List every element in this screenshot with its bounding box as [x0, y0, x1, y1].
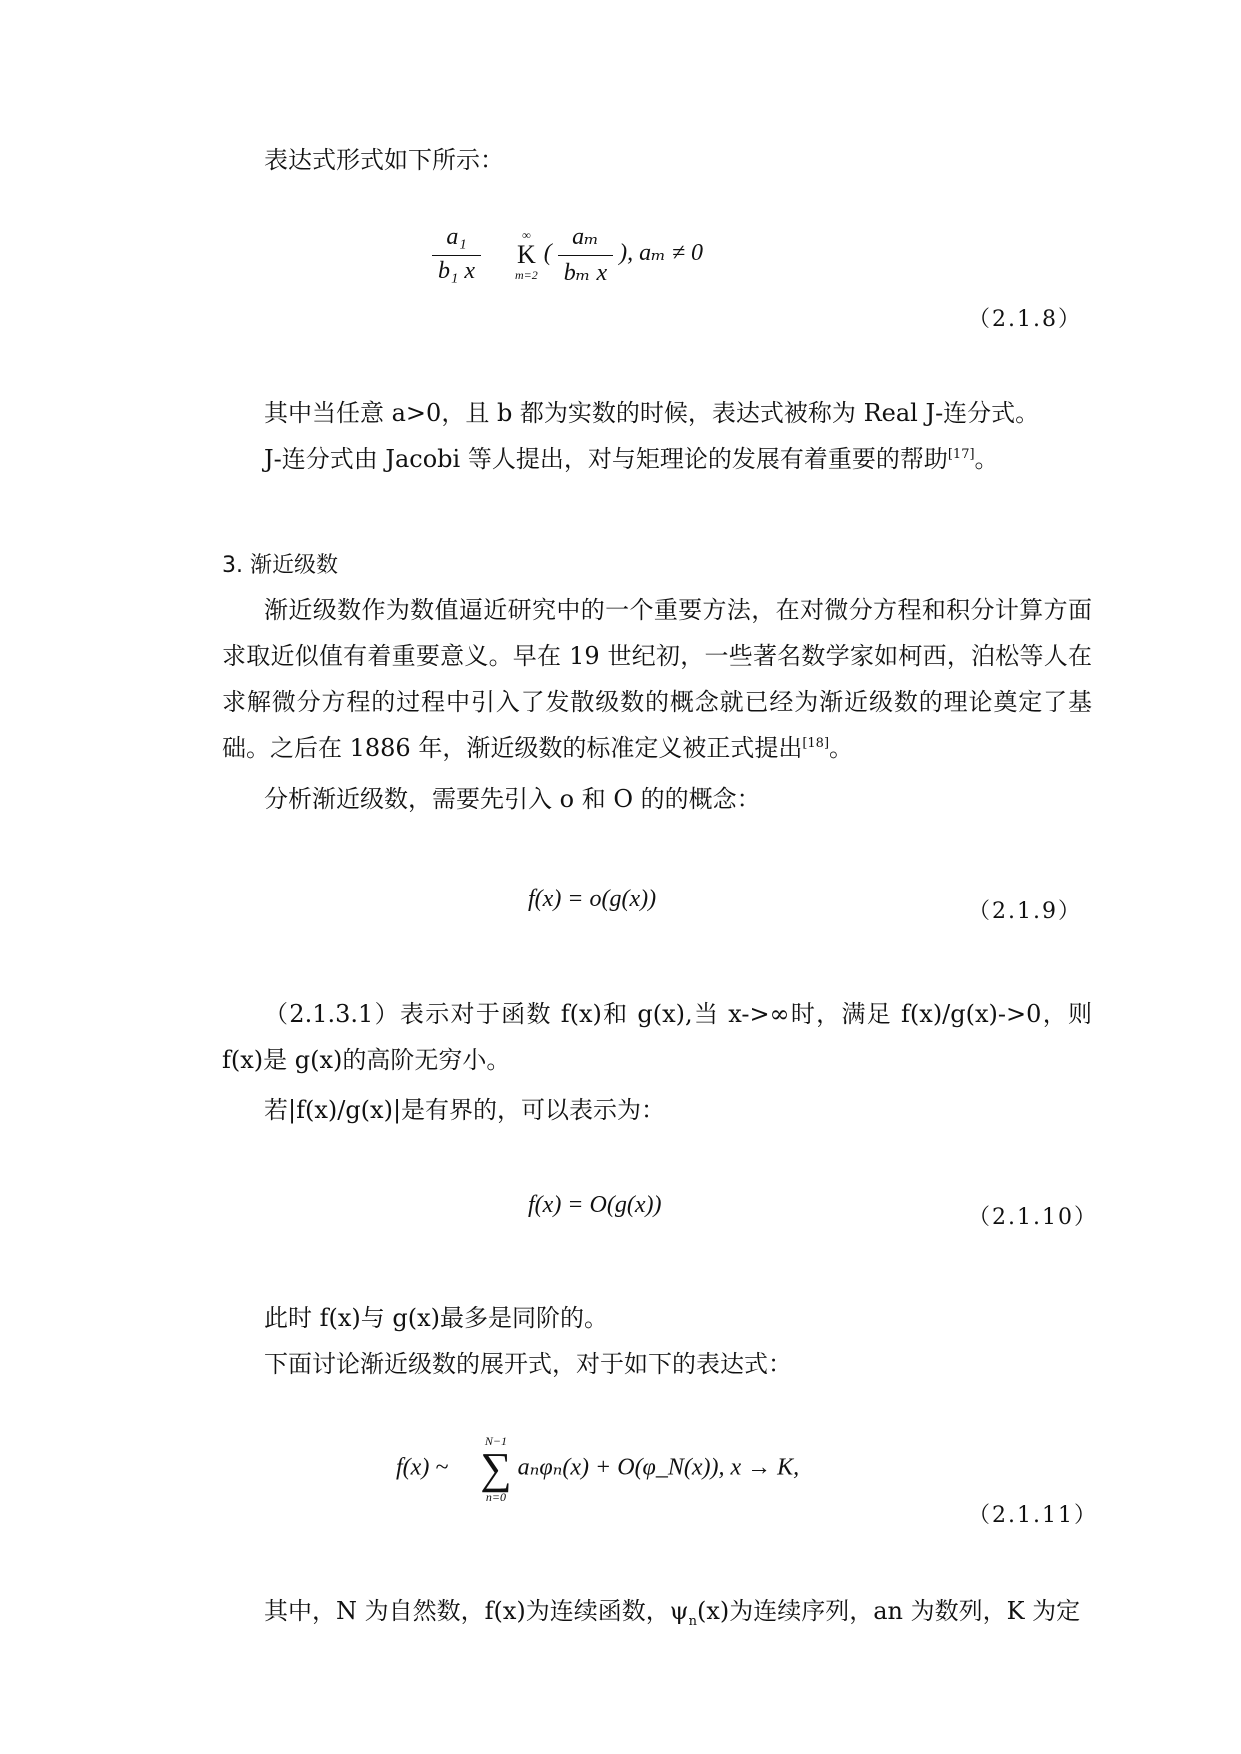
text: (x)为连续序列，an 为数列，K 为定: [696, 1597, 1081, 1625]
paragraph-real-j-fraction: [222, 390, 1092, 436]
equation-2-1-9: f(x) = o(g(x)): [528, 886, 657, 912]
operator-upper-limit: ∞: [522, 227, 531, 242]
operator-symbol: K: [516, 239, 536, 269]
paragraph-expansion: [222, 1341, 1092, 1387]
section-heading: 3. 渐近级数: [222, 553, 338, 578]
operator-lower-limit: m=2: [515, 267, 538, 282]
paragraph-higher-order: [222, 991, 1092, 1083]
paragraph-same-order: [222, 1295, 1092, 1341]
denominator: b₁ x: [438, 258, 475, 284]
text: 此时 f(x)与 g(x)最多是同阶的。: [264, 1304, 609, 1332]
paragraph-expression-form: [222, 137, 1092, 183]
citation: [17]: [947, 447, 975, 462]
sum-operator: [480, 1434, 511, 1504]
equation-2-1-11: [396, 1434, 799, 1504]
equation-rhs: aₙφₙ(x) + O(φ_N(x)), x → K,: [517, 1454, 800, 1481]
text: 其中当任意 a>0，且 b 都为实数的时候，表达式被称为 Real J-连分式。: [264, 399, 1040, 427]
equation-2-1-8: $\frac{\text{a₁}}{\text{b₁ x}}$ ∞ K m=2 ( $\frac{\text{aₘ}}{\text{bₘ x}}$ ), aₘ ≠ 0: [432, 222, 703, 287]
equation-number: （2.1.8）: [968, 307, 1082, 332]
denominator: bₘ x: [563, 260, 608, 286]
equation-number: （2.1.9）: [968, 899, 1082, 924]
equation-number: （2.1.10）: [968, 1205, 1098, 1230]
text: （2.1.3.1）表示对于函数 f(x)和 g(x),当 x->∞时，满足 f(x)/g(x)->0，则 f(x)是 g(x)的高阶无穷小。: [222, 1000, 1092, 1074]
text: J-连分式由 Jacobi 等人提出，对与矩理论的发展有着重要的帮助: [264, 445, 948, 473]
numerator: aₘ: [558, 222, 613, 256]
text: 下面讨论渐近级数的展开式，对于如下的表达式：: [264, 1350, 792, 1378]
numerator: a₁: [432, 224, 481, 256]
equation-2-1-10: f(x) = O(g(x)): [528, 1192, 662, 1218]
text: 。: [829, 734, 854, 762]
paragraph-jacobi: [222, 436, 1092, 482]
citation: [18]: [802, 736, 830, 751]
subscript: n: [688, 1613, 697, 1629]
fraction-am-bm: [558, 222, 613, 287]
equation-lhs: f(x) ~: [396, 1454, 449, 1481]
paragraph-bounded: [222, 1087, 1092, 1133]
k-operator: [515, 228, 538, 282]
sum-lower-limit: n=0: [485, 1490, 507, 1504]
text: 若|f(x)/g(x)|是有界的，可以表示为：: [264, 1096, 666, 1124]
text: 。: [974, 445, 999, 473]
text: 渐近级数作为数值逼近研究中的一个重要方法，在对微分方程和积分计算方面求取近似值有着重要意义。早在 19 世纪初，一些著名数学家如柯西，泊松等人在求解微分方程的过程中引入了发散级数的概念就已经为渐近级数的理论奠定了基础。之后在 1886 年，渐近级数的标准定义被正式提出: [222, 596, 1092, 762]
text: 分析渐近级数，需要先引入 o 和 O 的的概念：: [264, 785, 761, 813]
paragraph-definitions: [222, 1588, 1092, 1634]
sum-symbol: ∑: [480, 1444, 512, 1493]
paragraph-asymptotic-series: [222, 587, 1092, 771]
text: 表达式形式如下所示：: [264, 146, 504, 174]
sum-upper-limit: N−1: [484, 1434, 508, 1448]
fraction-a1-b1: [432, 224, 481, 285]
paragraph-o-concept: [222, 776, 1092, 822]
equation-tail: ), aₘ ≠ 0: [619, 240, 704, 267]
text: 其中，N 为自然数，f(x)为连续函数，ψ: [264, 1597, 689, 1625]
equation-number: （2.1.11）: [968, 1503, 1098, 1528]
